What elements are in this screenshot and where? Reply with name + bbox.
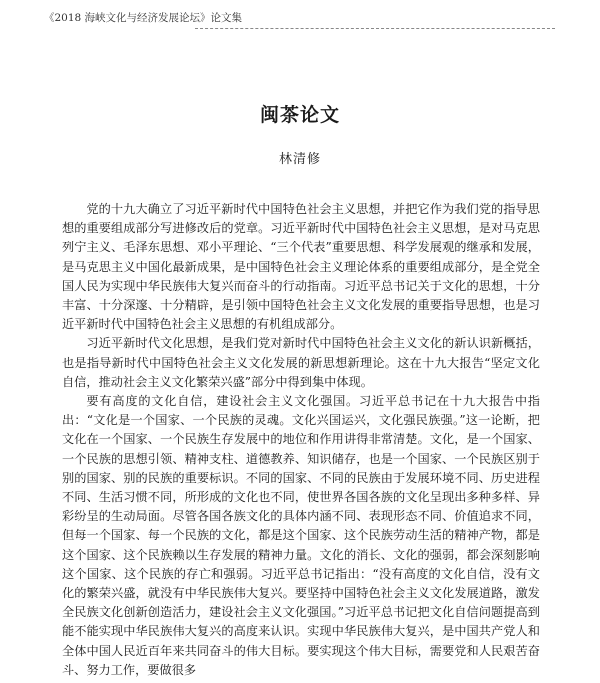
running-header [44,10,560,25]
header-rule [195,28,555,29]
body-paragraph: 习近平新时代文化思想，是我们党对新时代中国特色社会主义文化的新认识新概括，也是指导新时代中国特色社会主义文化发展的新思想新理论。这在十九大报告“坚定文化自信，推动社会主义文化繁荣兴盛”部分中得到集中体现。 [62,336,540,389]
body-paragraph: 要有高度的文化自信，建设社会主义文化强国。习近平总书记在十九大报告中指出：“文化是一个国家、一个民族的灵魂。文化兴国运兴，文化强民族强。”这一论断，把文化在一个国家、一个民族生存发展中的地位和作用讲得非常清楚。文化，是一个国家、一个民族的思想引领、精神支柱、道德教养、知识储存，也是一个国家、一个民族区别于别的国家、别的民族的重要标识。不同的国家、不同的民族由于发展环境不同、历史进程不同、生活习惯不同，所形成的文化也不同，使世界各国各族的文化呈现出多种多样、异彩纷呈的生动局面。尽管各国各族文化的具体内涵不同、表现形态不同、价值追求不同，但每一个国家、每一个民族的文化，都是这个国家、这个民族劳动生活的精神产物，都是这个国家、这个民族赖以生存发展的精神力量。文化的消长、文化的强弱，都会深刻影响这个国家、这个民族的存亡和强弱。习近平总书记指出：“没有高度的文化自信，没有文化的繁荣兴盛，就没有中华民族伟大复兴。要坚持中国特色社会主义文化发展道路，激发全民族文化创新创造活力，建设社会主义文化强国。”习近平总书记把文化自信问题提高到能不能实现中华民族伟大复兴的高度来认识。实现中华民族伟大复兴，是中国共产党人和全体中国人民近百年来共同奋斗的伟大目标。要实现这个伟大目标，需要党和人民艰苦奋斗、努力工作，要做很多 [62,394,540,677]
article-author: 林清修 [278,152,321,167]
article-body [62,200,540,680]
article-title: 闽茶论文 [259,104,340,126]
running-header-title: 《2018 海峡文化与经济发展论坛》论文集 [44,12,243,24]
body-paragraph: 党的十九大确立了习近平新时代中国特色社会主义思想，并把它作为我们党的指导思想的重要组成部分写进修改后的党章。习近平新时代中国特色社会主义思想，是对马克思列宁主义、毛泽东思想、邓小平理论、“三个代表”重要思想、科学发展观的继承和发展，是马克思主义中国化最新成果，是中国特色社会主义理论体系的重要组成部分，是全党全国人民为实现中华民族伟大复兴而奋斗的行动指南。习近平总书记关于文化的思想，十分丰富、十分深邃、十分精辟，是引领中国特色社会主义文化发展的重要指导思想，也是习近平新时代中国特色社会主义思想的有机组成部分。 [62,202,540,332]
